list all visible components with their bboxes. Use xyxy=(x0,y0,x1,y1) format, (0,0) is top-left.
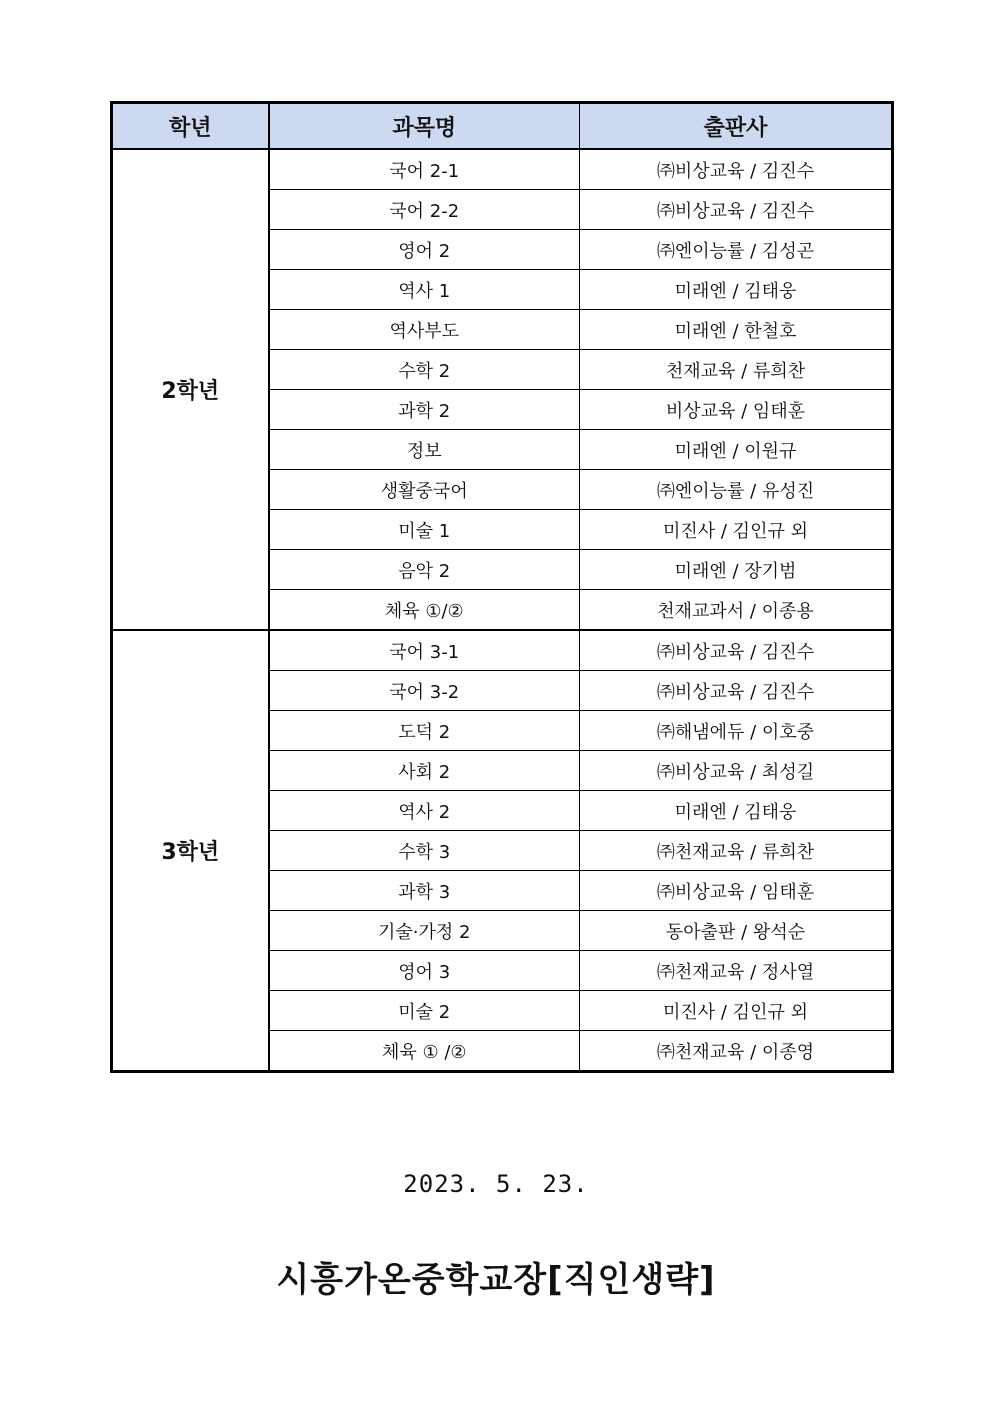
subject-cell: 국어 2-1 xyxy=(269,149,580,190)
header-publisher: 출판사 xyxy=(580,103,893,150)
subject-cell: 정보 xyxy=(269,430,580,470)
subject-cell: 국어 3-2 xyxy=(269,671,580,711)
textbook-table xyxy=(110,101,894,1073)
header-subject: 과목명 xyxy=(269,103,580,150)
subject-cell: 사회 2 xyxy=(269,751,580,791)
publisher-cell: ㈜해냄에듀 / 이호중 xyxy=(580,711,893,751)
subject-cell: 영어 3 xyxy=(269,951,580,991)
subject-cell: 음악 2 xyxy=(269,550,580,590)
subject-cell: 수학 3 xyxy=(269,831,580,871)
subject-cell: 국어 2-2 xyxy=(269,190,580,230)
publisher-cell: ㈜비상교육 / 김진수 xyxy=(580,671,893,711)
subject-cell: 국어 3-1 xyxy=(269,630,580,671)
publisher-cell: ㈜비상교육 / 김진수 xyxy=(580,630,893,671)
publisher-cell: 비상교육 / 임태훈 xyxy=(580,390,893,430)
publisher-cell: 미진사 / 김인규 외 xyxy=(580,991,893,1031)
subject-cell: 역사부도 xyxy=(269,310,580,350)
subject-cell: 수학 2 xyxy=(269,350,580,390)
publisher-cell: ㈜천재교육 / 정사열 xyxy=(580,951,893,991)
publisher-cell: ㈜비상교육 / 김진수 xyxy=(580,190,893,230)
publisher-cell: ㈜비상교육 / 임태훈 xyxy=(580,871,893,911)
subject-cell: 기술·가정 2 xyxy=(269,911,580,951)
table-row xyxy=(112,630,893,671)
publisher-cell: 미진사 / 김인규 외 xyxy=(580,510,893,550)
subject-cell: 체육 ① /② xyxy=(269,1031,580,1072)
publisher-cell: 미래엔 / 이원규 xyxy=(580,430,893,470)
table-body xyxy=(112,149,893,1072)
publisher-cell: 미래엔 / 김태웅 xyxy=(580,791,893,831)
publisher-cell: ㈜엔이능률 / 유성진 xyxy=(580,470,893,510)
subject-cell: 영어 2 xyxy=(269,230,580,270)
publisher-cell: ㈜천재교육 / 이종영 xyxy=(580,1031,893,1072)
document-date: 2023. 5. 23. xyxy=(403,1170,589,1198)
publisher-cell: 미래엔 / 장기범 xyxy=(580,550,893,590)
subject-cell: 과학 3 xyxy=(269,871,580,911)
subject-cell: 도덕 2 xyxy=(269,711,580,751)
subject-cell: 미술 2 xyxy=(269,991,580,1031)
publisher-cell: 동아출판 / 왕석순 xyxy=(580,911,893,951)
header-grade: 학년 xyxy=(112,103,269,150)
principal-signature: 시흥가온중학교장[직인생략] xyxy=(276,1260,716,1300)
publisher-cell: ㈜비상교육 / 최성길 xyxy=(580,751,893,791)
subject-cell: 역사 1 xyxy=(269,270,580,310)
subject-cell: 미술 1 xyxy=(269,510,580,550)
publisher-cell: 천재교과서 / 이종용 xyxy=(580,590,893,631)
table-row xyxy=(112,149,893,190)
publisher-cell: ㈜천재교육 / 류희찬 xyxy=(580,831,893,871)
publisher-cell: ㈜비상교육 / 김진수 xyxy=(580,149,893,190)
grade-cell: 3학년 xyxy=(112,630,269,1072)
publisher-cell: ㈜엔이능률 / 김성곤 xyxy=(580,230,893,270)
publisher-cell: 미래엔 / 김태웅 xyxy=(580,270,893,310)
table-header-row xyxy=(112,103,893,150)
subject-cell: 역사 2 xyxy=(269,791,580,831)
subject-cell: 생활중국어 xyxy=(269,470,580,510)
subject-cell: 체육 ①/② xyxy=(269,590,580,631)
publisher-cell: 천재교육 / 류희찬 xyxy=(580,350,893,390)
publisher-cell: 미래엔 / 한철호 xyxy=(580,310,893,350)
grade-cell: 2학년 xyxy=(112,149,269,630)
subject-cell: 과학 2 xyxy=(269,390,580,430)
